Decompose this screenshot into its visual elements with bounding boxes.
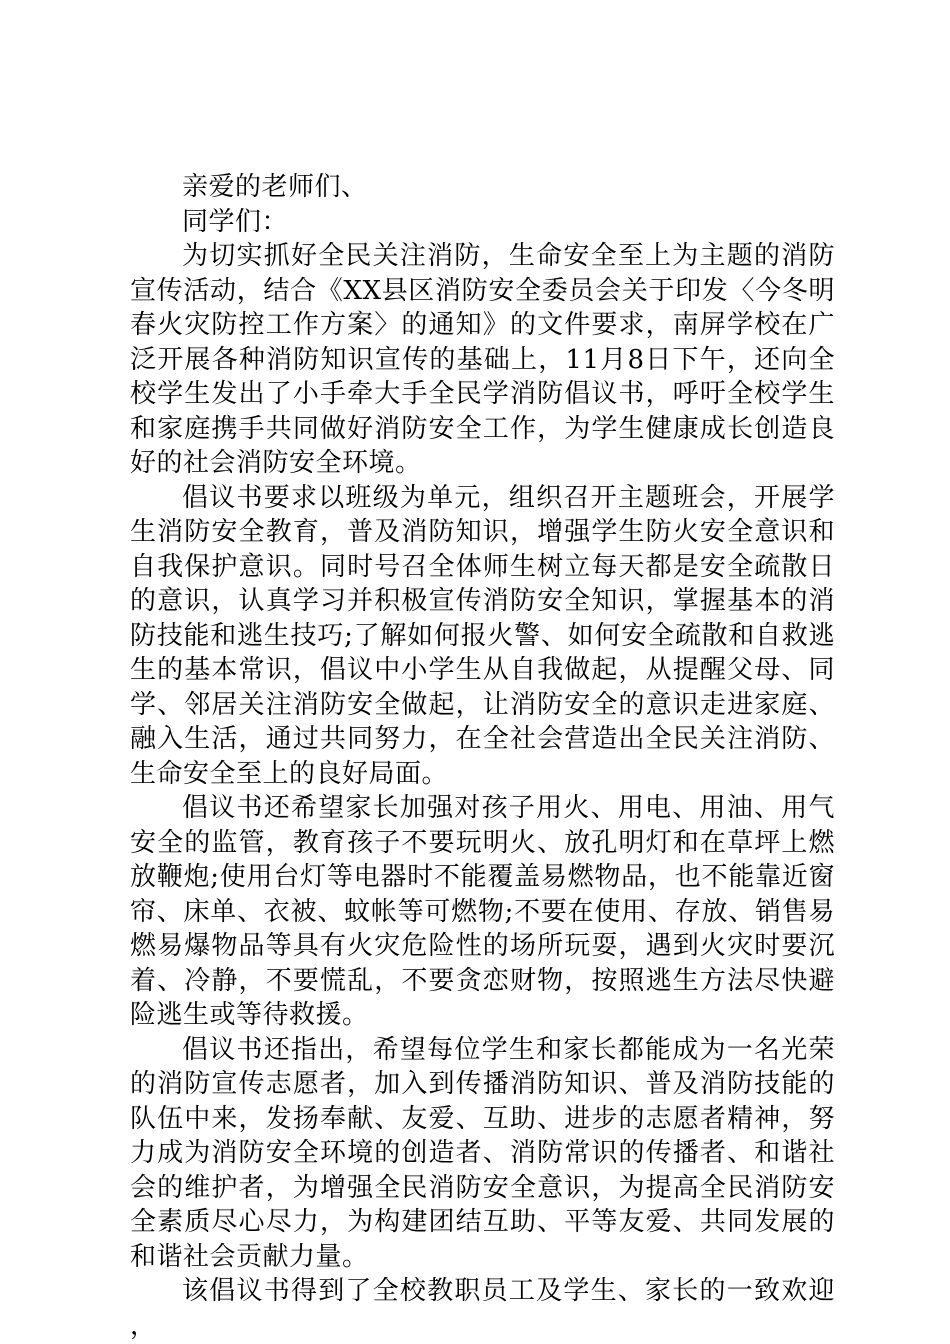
paragraph-4: 倡议书还指出，希望每位学生和家长都能成为一名光荣的消防宣传志愿者，加入到传播消防知识、普及消防技能的队伍中来，发扬奉献、友爱、互助、进步的志愿者精神，努力成为消防安全环境的创造者、消防常识的传播者、和谐社会的维护者，为增强全民消防安全意识，为提高全民消防安全素质尽心尽力，为构建团结互助、平等友爱、共同发展的和谐社会贡献力量。 <box>130 1034 835 1272</box>
greeting-line-1: 亲爱的老师们、 <box>182 172 368 202</box>
paragraph-3: 倡议书还希望家长加强对孩子用火、用电、用油、用气安全的监管，教育孩子不要玩明火、放孔明灯和在草坪上燃放鞭炮;使用台灯等电器时不能覆盖易燃物品，也不能靠近窗帘、床单、衣被、蚊帐等可燃物;不要在使用、存放、销售易燃易爆物品等具有火灾危险性的场所玩耍，遇到火灾时要沉着、冷静，不要慌乱，不要贪恋财物，按照逃生方法尽快避险逃生或等待救援。 <box>130 793 835 1030</box>
document-body <box>130 170 835 1343</box>
greeting-line-2: 同学们： <box>182 206 289 237</box>
paragraph-1: 为切实抓好全民关注消防，生命安全至上为主题的消防宣传活动，结合《XX县区消防安全委员会关于印发〈今冬明春火灾防控工作方案〉的通知》的文件要求，南屏学校在广泛开展各种消防知识宣传的基础上，11月8日下午，还向全校学生发出了小手牵大手全民学消防倡议书，呼吁全校学生和家庭携手共同做好消防安全工作，为学生健康成长创造良好的社会消防安全环境。 <box>130 241 835 478</box>
paragraph-5: 该倡议书得到了全校教职员工及学生、家长的一致欢迎， <box>130 1276 835 1341</box>
paragraph-2: 倡议书要求以班级为单元，组织召开主题班会，开展学生消防安全教育，普及消防知识，增强学生防火安全意识和自我保护意识。同时号召全体师生树立每天都是安全疏散日的意识，认真学习并积极宣传消防安全知识，掌握基本的消防技能和逃生技巧;了解如何报火警、如何安全疏散和自救逃生的基本常识，倡议中小学生从自我做起，从提醒父母、同学、邻居关注消防安全做起，让消防安全的意识走进家庭、融入生活，通过共同努力，在全社会营造出全民关注消防、生命安全至上的良好局面。 <box>130 482 835 789</box>
